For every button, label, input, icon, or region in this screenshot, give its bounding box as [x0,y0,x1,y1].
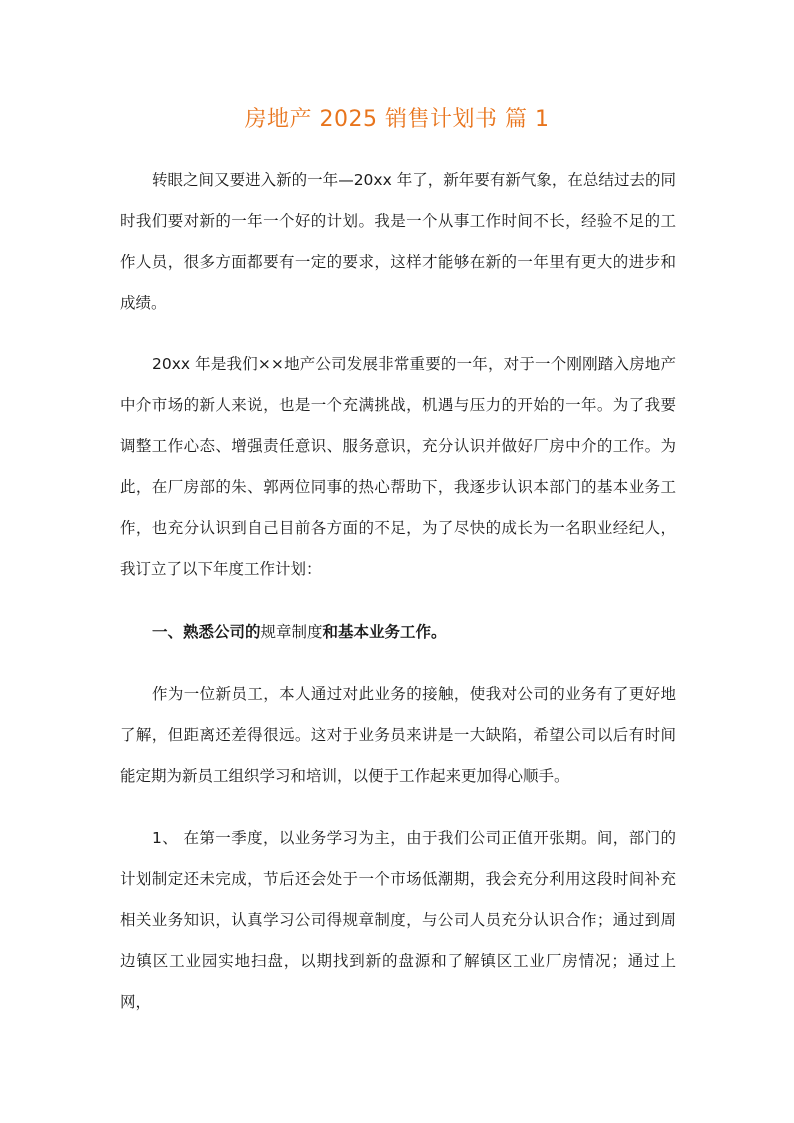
section-heading-1 [152,612,676,653]
paragraph-year-plan [120,344,676,590]
paragraph-intro [120,160,676,324]
paragraph-new-employee-text: 作为一位新员工，本人通过对此业务的接触，使我对公司的业务有了更好地了解，但距离还差得很远。这对于业务员来讲是一大缺陷，希望公司以后有时间能定期为新员工组织学习和培训，以便于工作起来更加得心顺手。 [120,685,676,785]
paragraph-new-employee [120,674,676,797]
section-heading-1-part1: 一、熟悉公司的 [152,623,261,641]
paragraph-first-quarter-text: 1、 在第一季度，以业务学习为主，由于我们公司正值开张期。间，部门的计划制定还未完成，节后还会处于一个市场低潮期，我会充分利用这段时间补充相关业务知识，认真学习公司得规章制度，与公司人员充分认识合作；通过到周边镇区工业园实地扫盘，以期找到新的盘源和了解镇区工业厂房情况；通过上网， [120,829,676,1011]
section-heading-1-part2: 规章制度 [260,623,323,641]
section-heading-1-part3: 和基本业务工作。 [322,623,447,641]
paragraph-first-quarter [120,818,676,1023]
paragraph-year-plan-text: 20xx 年是我们××地产公司发展非常重要的一年，对于一个刚刚踏入房地产中介市场的新人来说，也是一个充满挑战，机遇与压力的开始的一年。为了我要调整工作心态、增强责任意识、服务意识，充分认识并做好厂房中介的工作。为此，在厂房部的朱、郭两位同事的热心帮助下，我逐步认识本部门的基本业务工作，也充分认识到自己目前各方面的不足，为了尽快的成长为一名职业经纪人，我订立了以下年度工作计划： [120,355,676,578]
paragraph-intro-text: 转眼之间又要进入新的一年—20xx 年了，新年要有新气象，在总结过去的同时我们要对新的一年一个好的计划。我是一个从事工作时间不长，经验不足的工作人员，很多方面都要有一定的要求，这样才能够在新的一年里有更大的进步和成绩。 [120,171,676,312]
document-title: 房地产 2025 销售计划书 篇 1 [244,107,550,132]
